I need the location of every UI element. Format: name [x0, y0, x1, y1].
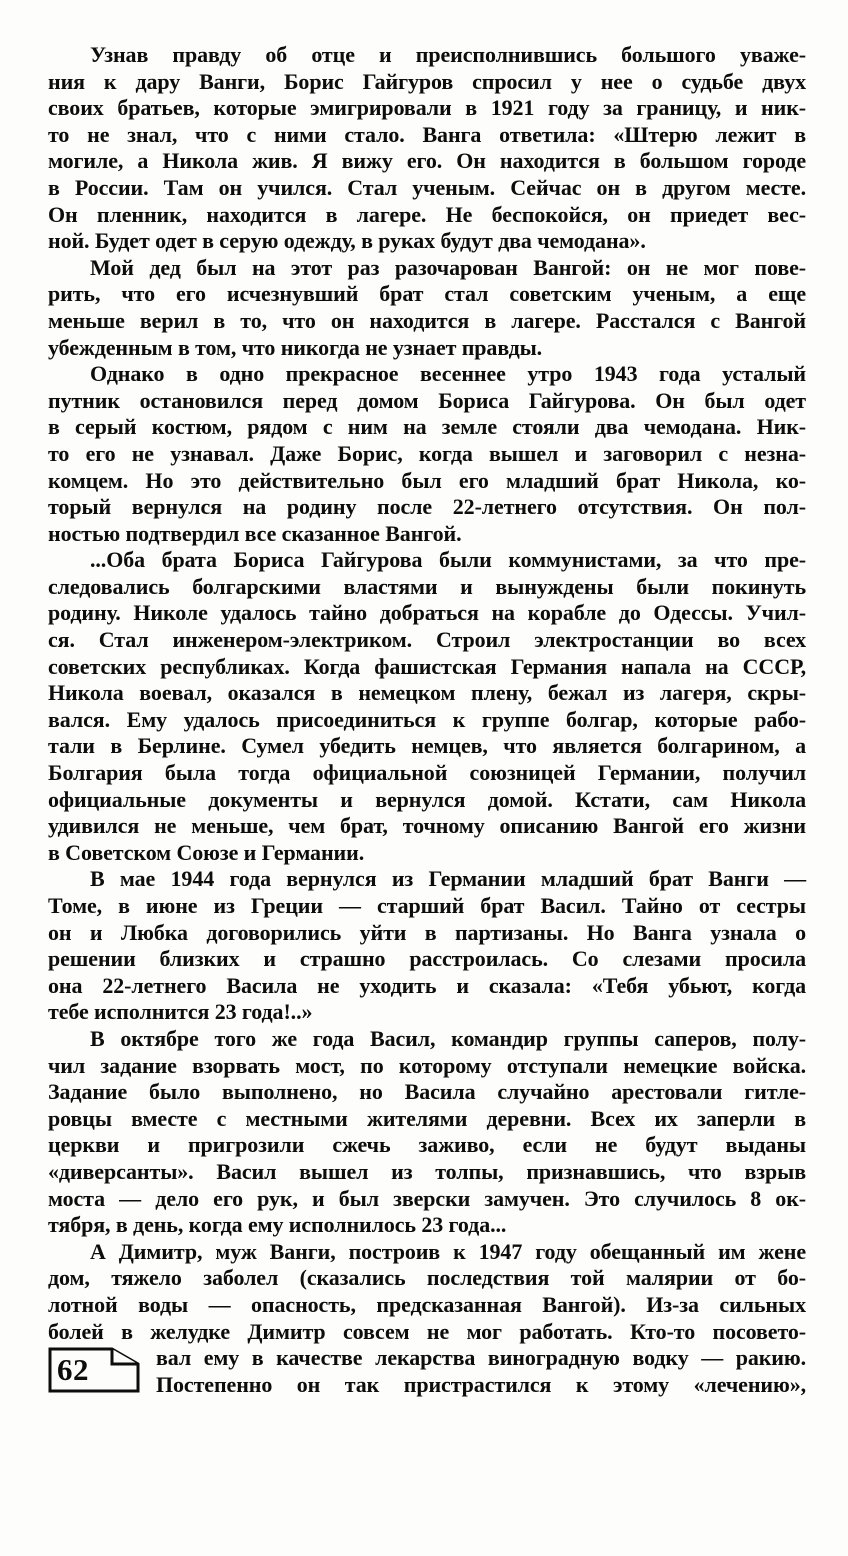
text-line: в серый костюм, рядом с ним на земле стояли два чемодана. Ник- — [48, 414, 806, 440]
paragraph — [48, 361, 806, 547]
text-line: Никола воевал, оказался в немецком плену, бежал из лагеря, скры- — [48, 680, 806, 706]
text-line: Мой дед был на этот раз разочарован Вангой: он не мог пове- — [90, 254, 806, 280]
text-line: официальные документы и вернулся домой. Кстати, сам Никола — [48, 786, 806, 812]
page-number-marker — [48, 1347, 140, 1393]
text-line: чил задание взорвать мост, по которому отступали немецкие войска. — [48, 1052, 806, 1078]
text-line: В мае 1944 года вернулся из Германии младший брат Ванги — — [90, 866, 806, 892]
text-line: «диверсанты». Васил вышел из толпы, признавшись, что взрыв — [48, 1158, 806, 1184]
text-line: ностью подтвердил все сказанное Вангой. — [48, 520, 462, 546]
text-line: дом, тяжело заболел (сказались последствия той малярии от бо- — [48, 1265, 806, 1291]
text-line: она 22-летнего Васила не уходить и сказала: «Тебя убьют, когда — [48, 972, 806, 998]
paragraph — [48, 1239, 806, 1399]
text-line: то его не узнавал. Даже Борис, когда вышел и заговорил с незна- — [48, 440, 806, 466]
paragraph — [48, 42, 806, 255]
text-line: вал ему в качестве лекарства виноградную водку — ракию. — [156, 1345, 806, 1371]
text-line: меньше верил в то, что он находится в лагере. Расстался с Вангой — [48, 307, 806, 333]
text-line: церкви и пригрозили сжечь заживо, если не будут выданы — [48, 1132, 806, 1158]
text-line: лотной воды — опасность, предсказанная Вангой). Из-за сильных — [48, 1291, 806, 1317]
paragraph — [48, 255, 806, 361]
text-line: комцем. Но это действительно был его младший брат Никола, ко- — [48, 467, 806, 493]
text-line: тебе исполнится 23 года!..» — [48, 999, 313, 1025]
paragraph — [48, 1026, 806, 1239]
text-line: родину. Николе удалось тайно добраться на корабле до Одессы. Учил- — [48, 600, 806, 626]
text-line: Он пленник, находится в лагере. Не беспокойся, он приедет вес- — [48, 201, 806, 227]
page-number: 62 — [57, 1352, 89, 1388]
text-line: ния к дару Ванги, Борис Гайгуров спросил у нее о судьбе двух — [48, 68, 806, 94]
text-line: тября, в день, когда ему исполнилось 23 года... — [48, 1212, 507, 1238]
text-line: Узнав правду об отце и преисполнившись большого уваже- — [90, 42, 806, 67]
text-line: рить, что его исчезнувший брат стал советским ученым, а еще — [48, 281, 806, 307]
text-line: Задание было выполнено, но Васила случайно арестовали гитле- — [48, 1079, 806, 1105]
text-line: Болгария была тогда официальной союзницей Германии, получил — [48, 760, 806, 786]
text-line: торый вернулся на родину после 22-летнего отсутствия. Он пол- — [48, 494, 806, 520]
text-line: советских республиках. Когда фашистская Германия напала на СССР, — [48, 653, 806, 679]
text-line: В октябре того же года Васил, командир группы саперов, полу- — [90, 1025, 806, 1051]
text-line: Однако в одно прекрасное весеннее утро 1943 года усталый — [90, 361, 806, 387]
text-line: Постепенно он так пристрастился к этому «лечению», — [156, 1371, 806, 1397]
paragraph — [48, 547, 806, 866]
text-line: ровцы вместе с местными жителями деревни. Всех их заперли в — [48, 1105, 806, 1131]
text-line: он и Любка договорились уйти в партизаны. Но Ванга узнала о — [48, 919, 806, 945]
text-line: А Димитр, муж Ванги, построив к 1947 году обещанный им жене — [90, 1238, 806, 1264]
text-line: болей в желудке Димитр совсем не мог работать. Кто-то посовето- — [48, 1318, 806, 1344]
text-line: ной. Будет одет в серую одежду, в руках будут два чемодана». — [48, 228, 646, 254]
text-line: вался. Ему удалось присоединиться к группе болгар, которые рабо- — [48, 706, 806, 732]
text-line: ся. Стал инженером-электриком. Строил электростанции во всех — [48, 627, 806, 653]
text-line: своих братьев, которые эмигрировали в 1921 году за границу, и ник- — [48, 95, 806, 121]
text-line: могиле, а Никола жив. Я вижу его. Он находится в большом городе — [48, 148, 806, 174]
text-line: ...Оба брата Бориса Гайгурова были коммунистами, за что пре- — [90, 547, 806, 573]
text-line: то не знал, что с ними стало. Ванга ответила: «Штерю лежит в — [48, 121, 806, 147]
text-line: путник остановился перед домом Бориса Гайгурова. Он был одет — [48, 387, 806, 413]
text-line: решении близких и страшно расстроилась. Со слезами просила — [48, 946, 806, 972]
text-line: в Советском Союзе и Германии. — [48, 839, 365, 865]
text-line: моста — дело его рук, и был зверски замучен. Это случилось 8 ок- — [48, 1185, 806, 1211]
text-line: тали в Берлине. Сумел убедить немцев, что является болгарином, а — [48, 733, 806, 759]
text-line: убежденным в том, что никогда не узнает правды. — [48, 334, 543, 360]
paragraph — [48, 866, 806, 1026]
text-line: в России. Там он учился. Стал ученым. Сейчас он в другом месте. — [48, 174, 806, 200]
text-line: Томе, в июне из Греции — старший брат Васил. Тайно от сестры — [48, 893, 806, 918]
text-line: удивился не меньше, чем брат, точному описанию Вангой его жизни — [48, 813, 806, 839]
text-line: следовались болгарскими властями и вынуждены были покинуть — [48, 573, 806, 599]
text-column — [48, 42, 806, 1399]
